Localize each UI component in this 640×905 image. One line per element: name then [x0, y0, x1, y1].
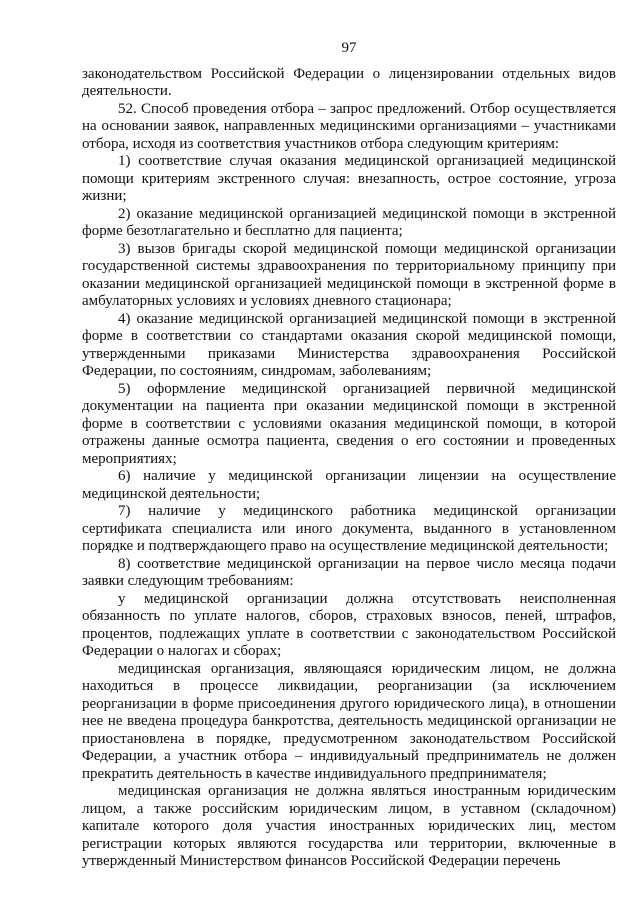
document-page — [82, 40, 616, 871]
paragraph-criterion-1: 1) соответствие случая оказания медицинской организацией медицинской помощи критериям экстренного случая: внезапность, острое состояние, угроза жизни; — [82, 153, 616, 204]
paragraph-criterion-3: 3) вызов бригады скорой медицинской помощи медицинской организации государственной системы здравоохранения по территориальному принципу при оказании медицинской организацией медицинской помощи в экстренной форме в амбулаторных условиях и условиях дневного стационара; — [82, 240, 616, 309]
paragraph-criterion-7: 7) наличие у медицинского работника медицинской организации сертификата специалиста или иного документа, выданного в установленном порядке и подтверждающего право на осуществление медицинской деятельности; — [82, 503, 616, 554]
paragraph-criterion-8: 8) соответствие медицинской организации на первое число месяца подачи заявки следующим требованиям: — [82, 555, 616, 589]
paragraph-requirement-foreign: медицинская организация не должна являться иностранным юридическим лицом, а также российским юридическим лицом, в уставном (складочном) капитале которого доля участия иностранных юридических лиц, местом регистрации которых являются государства или территории, включенные в утвержденный Министерством финансов Российской Федерации перечень — [82, 783, 616, 869]
paragraph-criterion-5: 5) оформление медицинской организацией первичной медицинской документации на пациента при оказании медицинской помощи в экстренной форме в соответствии с условиями оказания медицинской помощи, в которой отражены данные осмотра пациента, сведения о его состоянии и проведенных мероприятиях; — [82, 380, 616, 467]
paragraph-criterion-2: 2) оказание медицинской организацией медицинской помощи в экстренной форме безотлагательно и бесплатно для пациента; — [82, 205, 616, 239]
paragraph-requirement-liquidation: медицинская организация, являющаяся юридическим лицом, не должна находиться в процессе ликвидации, реорганизации (за исключением реорганизации в форме присоединения другого юридического лица), в отношении нее не введена процедура банкротства, деятельность медицинской организации не приостановлена в порядке, предусмотренном законодательством Российской Федерации, а участник отбора – индивидуальный предприниматель не должен прекратить деятельность в качестве индивидуального предпринимателя; — [82, 660, 616, 782]
paragraph-clause-52: 52. Способ проведения отбора – запрос предложений. Отбор осуществляется на основании заявок, направленных медицинскими организациями – участниками отбора, исходя из соответствия участников отбора следующим критериям: — [82, 100, 616, 152]
paragraph-requirement-taxes: у медицинской организации должна отсутствовать неисполненная обязанность по уплате налогов, сборов, страховых взносов, пеней, штрафов, процентов, подлежащих уплате в соответствии с законодательством Российской Федерации о налогах и сборах; — [82, 590, 616, 659]
paragraph-criterion-6: 6) наличие у медицинской организации лицензии на осуществление медицинской деятельности; — [82, 468, 616, 502]
paragraph-criterion-4: 4) оказание медицинской организацией медицинской помощи в экстренной форме в соответствии со стандартами оказания скорой медицинской помощи, утвержденными приказами Министерства здравоохранения Российской Федерации, по состояниям, синдромам, заболеваниям; — [82, 310, 616, 379]
page-number: 97 — [341, 40, 357, 56]
paragraph-continuation: законодательством Российской Федерации о лицензировании отдельных видов деятельности. — [82, 65, 616, 99]
